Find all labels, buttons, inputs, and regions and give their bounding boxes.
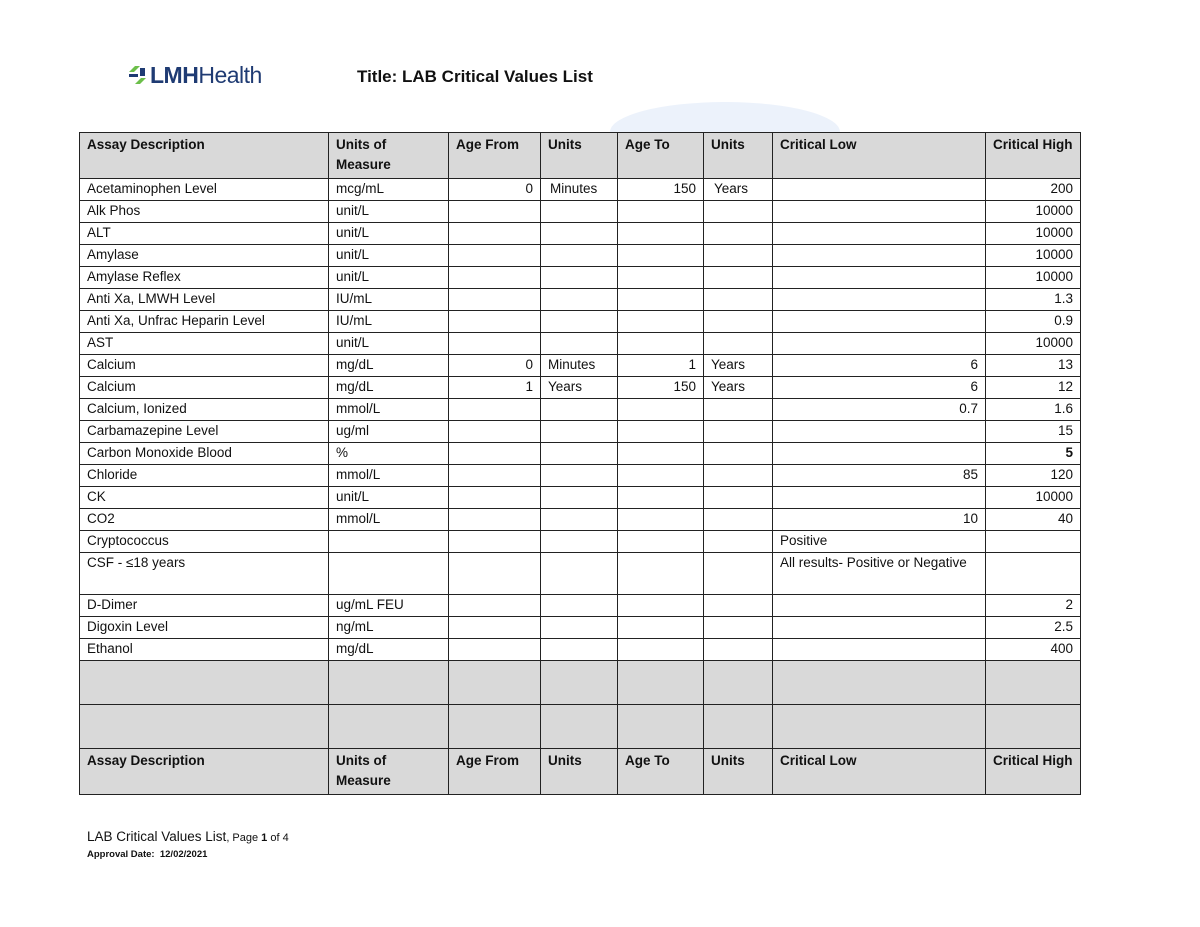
age-to-cell <box>618 223 704 245</box>
assay-cell: CK <box>80 487 329 509</box>
critical-high-cell: 10000 <box>986 333 1081 355</box>
critical-low-cell <box>773 595 986 617</box>
critical-low-cell <box>773 179 986 201</box>
age-from-cell: 0 <box>449 355 541 377</box>
uom-cell: IU/mL <box>329 311 449 333</box>
critical-high-cell: 2 <box>986 595 1081 617</box>
uom-cell: mcg/mL <box>329 179 449 201</box>
column-header: Critical High <box>986 133 1081 179</box>
uom-cell: IU/mL <box>329 289 449 311</box>
table-row <box>80 267 1081 289</box>
column-header: Age To <box>618 133 704 179</box>
units-from-cell <box>541 245 618 267</box>
table-row <box>80 201 1081 223</box>
units-to-cell <box>704 421 773 443</box>
lmh-health-logo <box>127 62 262 88</box>
uom-cell: unit/L <box>329 223 449 245</box>
critical-high-cell: 120 <box>986 465 1081 487</box>
critical-low-cell <box>773 487 986 509</box>
units-to-cell <box>704 399 773 421</box>
critical-low-cell: All results- Positive or Negative <box>773 553 986 595</box>
critical-low-cell <box>773 617 986 639</box>
age-from-cell: 0 <box>449 179 541 201</box>
critical-high-cell: 10000 <box>986 487 1081 509</box>
units-from-cell <box>541 595 618 617</box>
table-row <box>80 487 1081 509</box>
footer-page-number: 1 <box>261 832 268 844</box>
assay-cell: Calcium <box>80 377 329 399</box>
table-row <box>80 179 1081 201</box>
assay-cell: Chloride <box>80 465 329 487</box>
units-to-cell: Years <box>704 179 773 201</box>
units-from-cell <box>541 531 618 553</box>
age-to-cell <box>618 201 704 223</box>
critical-high-cell: 10000 <box>986 267 1081 289</box>
approval-date <box>87 849 207 860</box>
table-row <box>80 355 1081 377</box>
age-from-cell <box>449 333 541 355</box>
units-from-cell <box>541 617 618 639</box>
assay-cell: Carbon Monoxide Blood <box>80 443 329 465</box>
units-from-cell <box>541 399 618 421</box>
units-to-cell <box>704 333 773 355</box>
units-from-cell: Years <box>541 377 618 399</box>
assay-cell: Anti Xa, LMWH Level <box>80 289 329 311</box>
units-to-cell <box>704 443 773 465</box>
assay-cell: CSF - ≤18 years <box>80 553 329 595</box>
age-to-cell <box>618 639 704 661</box>
column-header: Age From <box>449 749 541 795</box>
blank-row <box>80 661 1081 705</box>
critical-low-cell <box>773 223 986 245</box>
units-to-cell <box>704 531 773 553</box>
units-to-cell <box>704 245 773 267</box>
critical-low-cell <box>773 289 986 311</box>
uom-cell: unit/L <box>329 201 449 223</box>
age-from-cell <box>449 267 541 289</box>
uom-cell: mg/dL <box>329 355 449 377</box>
column-header: Critical Low <box>773 133 986 179</box>
age-from-cell <box>449 201 541 223</box>
approval-label: Approval Date: <box>87 849 155 860</box>
units-to-cell <box>704 465 773 487</box>
assay-cell: Ethanol <box>80 639 329 661</box>
units-to-cell <box>704 553 773 595</box>
assay-cell: Acetaminophen Level <box>80 179 329 201</box>
units-from-cell <box>541 509 618 531</box>
critical-high-cell: 1.3 <box>986 289 1081 311</box>
age-to-cell <box>618 487 704 509</box>
table-row <box>80 443 1081 465</box>
units-to-cell <box>704 223 773 245</box>
critical-low-cell: 10 <box>773 509 986 531</box>
assay-cell: Digoxin Level <box>80 617 329 639</box>
units-from-cell <box>541 553 618 595</box>
age-from-cell <box>449 509 541 531</box>
column-header: Units <box>704 133 773 179</box>
units-from-cell <box>541 421 618 443</box>
age-to-cell <box>618 553 704 595</box>
column-header: Units of Measure <box>329 133 449 179</box>
uom-cell: unit/L <box>329 333 449 355</box>
age-from-cell <box>449 531 541 553</box>
age-from-cell <box>449 443 541 465</box>
age-to-cell <box>618 311 704 333</box>
age-to-cell <box>618 531 704 553</box>
uom-cell: mmol/L <box>329 465 449 487</box>
age-to-cell: 150 <box>618 179 704 201</box>
critical-low-cell: 6 <box>773 355 986 377</box>
units-to-cell <box>704 311 773 333</box>
logo-text-health: Health <box>198 62 262 88</box>
assay-cell: Alk Phos <box>80 201 329 223</box>
column-header: Critical High <box>986 749 1081 795</box>
critical-low-cell <box>773 201 986 223</box>
units-to-cell <box>704 639 773 661</box>
uom-cell <box>329 553 449 595</box>
uom-cell: mmol/L <box>329 399 449 421</box>
units-to-cell <box>704 487 773 509</box>
column-header: Units <box>704 749 773 795</box>
units-to-cell <box>704 509 773 531</box>
age-from-cell <box>449 595 541 617</box>
critical-low-cell <box>773 311 986 333</box>
blank-row <box>80 705 1081 749</box>
uom-cell: % <box>329 443 449 465</box>
page-footer <box>87 829 289 844</box>
table-footer-header-row <box>80 749 1081 795</box>
critical-high-cell: 1.6 <box>986 399 1081 421</box>
table-row <box>80 377 1081 399</box>
uom-cell: unit/L <box>329 487 449 509</box>
age-to-cell: 1 <box>618 355 704 377</box>
table-row <box>80 509 1081 531</box>
age-from-cell: 1 <box>449 377 541 399</box>
age-from-cell <box>449 311 541 333</box>
critical-high-cell: 200 <box>986 179 1081 201</box>
column-header: Age From <box>449 133 541 179</box>
age-to-cell <box>618 399 704 421</box>
footer-page-of: of <box>267 832 283 844</box>
table-header-row <box>80 133 1081 179</box>
age-to-cell <box>618 245 704 267</box>
critical-high-cell: 12 <box>986 377 1081 399</box>
units-to-cell <box>704 595 773 617</box>
uom-cell: unit/L <box>329 267 449 289</box>
column-header: Units of Measure <box>329 749 449 795</box>
uom-cell: unit/L <box>329 245 449 267</box>
assay-cell: Carbamazepine Level <box>80 421 329 443</box>
units-from-cell <box>541 289 618 311</box>
table-row <box>80 245 1081 267</box>
age-to-cell <box>618 421 704 443</box>
table-row <box>80 399 1081 421</box>
age-to-cell <box>618 267 704 289</box>
units-to-cell: Years <box>704 355 773 377</box>
age-to-cell <box>618 509 704 531</box>
column-header: Assay Description <box>80 133 329 179</box>
column-header: Age To <box>618 749 704 795</box>
table-row <box>80 223 1081 245</box>
assay-cell: D-Dimer <box>80 595 329 617</box>
age-from-cell <box>449 553 541 595</box>
critical-low-cell <box>773 333 986 355</box>
assay-cell: Calcium <box>80 355 329 377</box>
assay-cell: Calcium, Ionized <box>80 399 329 421</box>
footer-page-total: 4 <box>282 832 289 844</box>
uom-cell <box>329 531 449 553</box>
column-header: Units <box>541 749 618 795</box>
age-from-cell <box>449 617 541 639</box>
units-from-cell: Minutes <box>541 179 618 201</box>
table-row <box>80 333 1081 355</box>
age-to-cell <box>618 617 704 639</box>
table-row <box>80 553 1081 595</box>
assay-cell: Amylase <box>80 245 329 267</box>
age-from-cell <box>449 421 541 443</box>
units-from-cell <box>541 223 618 245</box>
assay-cell: CO2 <box>80 509 329 531</box>
age-to-cell <box>618 289 704 311</box>
uom-cell: mmol/L <box>329 509 449 531</box>
age-from-cell <box>449 465 541 487</box>
units-from-cell <box>541 333 618 355</box>
critical-high-cell: 10000 <box>986 201 1081 223</box>
uom-cell: ng/mL <box>329 617 449 639</box>
critical-high-cell: 400 <box>986 639 1081 661</box>
critical-low-cell: 0.7 <box>773 399 986 421</box>
units-to-cell: Years <box>704 377 773 399</box>
critical-high-cell: 15 <box>986 421 1081 443</box>
critical-high-cell: 5 <box>986 443 1081 465</box>
approval-date-value: 12/02/2021 <box>159 849 208 860</box>
critical-high-cell <box>986 553 1081 595</box>
table-row <box>80 595 1081 617</box>
units-to-cell <box>704 617 773 639</box>
logo-text-lmh: LMH <box>150 62 199 88</box>
critical-high-cell: 40 <box>986 509 1081 531</box>
units-from-cell <box>541 201 618 223</box>
units-to-cell <box>704 289 773 311</box>
critical-low-cell: 85 <box>773 465 986 487</box>
assay-cell: Amylase Reflex <box>80 267 329 289</box>
critical-high-cell <box>986 531 1081 553</box>
table-row <box>80 421 1081 443</box>
units-from-cell <box>541 487 618 509</box>
age-to-cell <box>618 333 704 355</box>
assay-cell: AST <box>80 333 329 355</box>
uom-cell: mg/dL <box>329 377 449 399</box>
units-from-cell <box>541 267 618 289</box>
table-row <box>80 311 1081 333</box>
age-from-cell <box>449 245 541 267</box>
units-to-cell <box>704 267 773 289</box>
uom-cell: ug/ml <box>329 421 449 443</box>
logo-mark-icon <box>127 64 147 86</box>
age-from-cell <box>449 223 541 245</box>
assay-cell: Cryptococcus <box>80 531 329 553</box>
critical-high-cell: 10000 <box>986 223 1081 245</box>
age-to-cell <box>618 465 704 487</box>
units-from-cell: Minutes <box>541 355 618 377</box>
critical-low-cell <box>773 245 986 267</box>
critical-high-cell: 10000 <box>986 245 1081 267</box>
age-to-cell <box>618 443 704 465</box>
units-from-cell <box>541 639 618 661</box>
document-title: Title: LAB Critical Values List <box>357 67 593 86</box>
units-from-cell <box>541 311 618 333</box>
column-header: Assay Description <box>80 749 329 795</box>
assay-cell: Anti Xa, Unfrac Heparin Level <box>80 311 329 333</box>
uom-cell: ug/mL FEU <box>329 595 449 617</box>
age-from-cell <box>449 487 541 509</box>
age-to-cell <box>618 595 704 617</box>
critical-high-cell: 2.5 <box>986 617 1081 639</box>
critical-low-cell <box>773 421 986 443</box>
critical-high-cell: 0.9 <box>986 311 1081 333</box>
age-from-cell <box>449 399 541 421</box>
critical-low-cell <box>773 639 986 661</box>
table-row <box>80 289 1081 311</box>
assay-cell: ALT <box>80 223 329 245</box>
age-from-cell <box>449 289 541 311</box>
critical-low-cell: Positive <box>773 531 986 553</box>
table-row <box>80 465 1081 487</box>
critical-low-cell: 6 <box>773 377 986 399</box>
critical-values-table <box>79 132 1081 795</box>
age-from-cell <box>449 639 541 661</box>
units-to-cell <box>704 201 773 223</box>
footer-doc-name: LAB Critical Values List <box>87 829 227 844</box>
table-row <box>80 639 1081 661</box>
units-from-cell <box>541 465 618 487</box>
table-row <box>80 617 1081 639</box>
table-row <box>80 531 1081 553</box>
critical-high-cell: 13 <box>986 355 1081 377</box>
column-header: Critical Low <box>773 749 986 795</box>
age-to-cell: 150 <box>618 377 704 399</box>
critical-low-cell <box>773 267 986 289</box>
column-header: Units <box>541 133 618 179</box>
uom-cell: mg/dL <box>329 639 449 661</box>
critical-low-cell <box>773 443 986 465</box>
footer-page-prefix: , Page <box>226 832 262 844</box>
units-from-cell <box>541 443 618 465</box>
